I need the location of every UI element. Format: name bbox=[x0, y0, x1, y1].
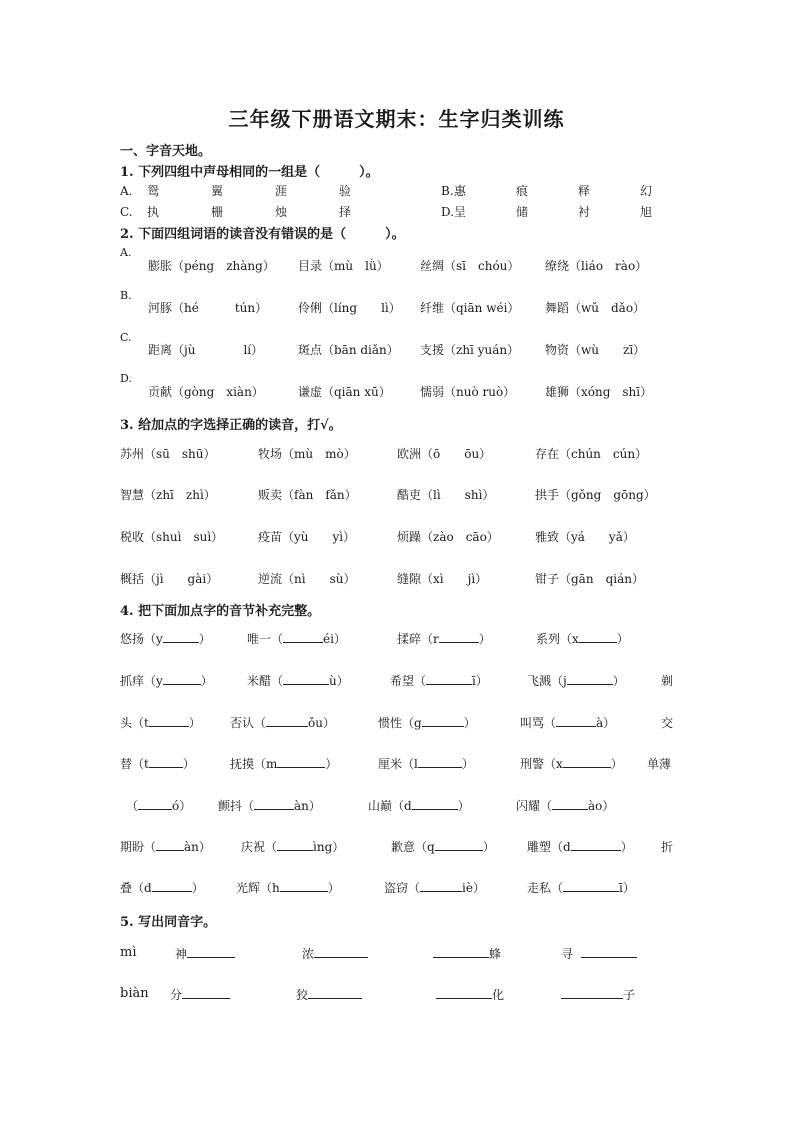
q4-item: 光辉（h ） bbox=[236, 881, 340, 895]
answer-blank[interactable] bbox=[426, 672, 472, 685]
q2-label-c: C. bbox=[120, 331, 132, 344]
q4-item: 雕塑（d ） bbox=[527, 840, 633, 854]
answer-blank[interactable] bbox=[149, 755, 183, 768]
q5-item: 神 bbox=[175, 945, 235, 962]
q4-item: 抚摸（m ） bbox=[230, 757, 338, 771]
answer-blank[interactable] bbox=[563, 879, 619, 892]
q4-item: 厘米（l ） bbox=[378, 757, 474, 771]
answer-blank[interactable] bbox=[163, 630, 199, 643]
q5-item: 狡 bbox=[296, 986, 362, 1003]
q4-item: 歉意（q ） bbox=[391, 840, 495, 854]
answer-blank[interactable] bbox=[436, 986, 492, 999]
answer-blank[interactable] bbox=[422, 714, 464, 727]
q2-row-b: 河豚（hé tún） 伶俐（líng lì） 纤维（qiān wéi） 舞蹈（wǔ dǎo） bbox=[148, 301, 646, 315]
q5-item: 蜂 bbox=[433, 945, 501, 962]
answer-blank[interactable] bbox=[556, 714, 596, 727]
q4-item: 希望（ ī） bbox=[390, 674, 488, 688]
q4-item: 悠扬（y ） bbox=[120, 632, 211, 646]
q2-label-a: A. bbox=[120, 246, 132, 259]
q4-item: 头（t ） bbox=[120, 716, 201, 730]
question-5: 5. 写出同音字。 bbox=[120, 915, 217, 930]
q5-pinyin-2: biàn bbox=[120, 986, 149, 1001]
answer-blank[interactable] bbox=[561, 986, 623, 999]
q1-option-b: B.惠 痕 释 幻 bbox=[441, 184, 653, 198]
answer-blank[interactable] bbox=[277, 755, 325, 768]
answer-blank[interactable] bbox=[433, 945, 489, 958]
q4-item: 唯一（ éi） bbox=[247, 632, 346, 646]
q3-row-2: 智慧（zhī zhì） 贩卖（fàn fǎn） 酷吏（lì shì） 拱手（gǒng gōng） bbox=[120, 488, 656, 502]
q4-item: 盗窃（ iè） bbox=[384, 881, 485, 895]
question-1: 1. 下列四组中声母相同的一组是（ ）。 bbox=[120, 165, 379, 180]
q5-item: 寻 bbox=[561, 945, 637, 962]
q4-wrap-char: 折 bbox=[661, 840, 674, 854]
q3-row-1: 苏州（sū shū） 牧场（mù mò） 欧洲（ō ōu） 存在（chún cún） bbox=[120, 447, 648, 461]
q4-item: 否认（ ǒu） bbox=[230, 716, 335, 730]
answer-blank[interactable] bbox=[412, 797, 458, 810]
q4-item: 替（t ） bbox=[120, 757, 195, 771]
q4-item: 颤抖（ àn） bbox=[218, 799, 321, 813]
answer-blank[interactable] bbox=[163, 672, 201, 685]
answer-blank[interactable] bbox=[283, 630, 323, 643]
section-heading: 一、字音天地。 bbox=[120, 144, 212, 159]
page-title: 三年级下册语文期末：生字归类训练 bbox=[228, 107, 565, 131]
answer-blank[interactable] bbox=[308, 986, 362, 999]
q4-item: 抓痒（y ） bbox=[120, 674, 213, 688]
q4-wrap-char: 交 bbox=[661, 716, 674, 730]
q2-row-a: 膨胀（péng zhàng） 目录（mù lǜ） 丝绸（sī chóu） 缭绕（liáo rào） bbox=[148, 259, 648, 273]
q4-item: 闪耀（ ào） bbox=[516, 799, 615, 813]
answer-blank[interactable] bbox=[156, 838, 184, 851]
q4-item: 惯性（g ） bbox=[378, 716, 476, 730]
answer-blank[interactable] bbox=[579, 630, 617, 643]
answer-blank[interactable] bbox=[266, 714, 308, 727]
q1-option-c: C. 执 栅 烛 择 bbox=[120, 205, 352, 219]
q5-item: 子 bbox=[561, 986, 635, 1003]
answer-blank[interactable] bbox=[581, 945, 637, 958]
answer-blank[interactable] bbox=[563, 755, 611, 768]
q4-item: 飞溅（j ） bbox=[527, 674, 625, 688]
answer-blank[interactable] bbox=[187, 945, 235, 958]
question-3: 3. 给加点的字选择正确的读音，打√。 bbox=[120, 418, 342, 433]
answer-blank[interactable] bbox=[418, 755, 462, 768]
q4-item: 叫骂（ à） bbox=[520, 716, 616, 730]
answer-blank[interactable] bbox=[420, 879, 462, 892]
q4-wrap-word: 单薄 bbox=[647, 757, 672, 771]
q1-option-a: A. 鸳 翼 涯 验 bbox=[120, 184, 352, 198]
question-2: 2. 下面四组词语的读音没有错误的是（ ）。 bbox=[120, 227, 405, 242]
q3-row-3: 税收（shuì suì） 疫苗（yù yì） 烦躁（zào cāo） 雅致（yá yǎ） bbox=[120, 530, 635, 544]
q2-label-d: D. bbox=[120, 372, 132, 385]
answer-blank[interactable] bbox=[571, 838, 621, 851]
answer-blank[interactable] bbox=[552, 797, 588, 810]
q2-row-d: 贡献（gòng xiàn） 谦虚（qiān xū） 懦弱（nuò ruò） 雄狮（xóng shī） bbox=[148, 385, 653, 399]
answer-blank[interactable] bbox=[435, 838, 483, 851]
question-4: 4. 把下面加点字的音节补充完整。 bbox=[120, 604, 321, 619]
q1-option-d: D.呈 储 衬 旭 bbox=[441, 205, 653, 219]
q4-item: 刑警（x ） bbox=[520, 757, 623, 771]
q4-item: 山巅（d ） bbox=[368, 799, 470, 813]
q4-item: 庆祝（ ìng） bbox=[241, 840, 345, 854]
q4-item: 米醋（ ù） bbox=[247, 674, 349, 688]
q4-item: 系列（x ） bbox=[536, 632, 629, 646]
answer-blank[interactable] bbox=[277, 838, 313, 851]
q4-item: 期盼（ àn） bbox=[120, 840, 211, 854]
q4-item: 叠（d ） bbox=[120, 881, 204, 895]
q2-row-c: 距离（jù lí） 斑点（bān diǎn） 支援（zhī yuán） 物资（wù zī） bbox=[148, 343, 646, 357]
answer-blank[interactable] bbox=[439, 630, 479, 643]
answer-blank[interactable] bbox=[280, 879, 328, 892]
answer-blank[interactable] bbox=[152, 879, 192, 892]
answer-blank[interactable] bbox=[283, 672, 329, 685]
q5-item: 化 bbox=[436, 986, 504, 1003]
q5-pinyin-1: mì bbox=[120, 945, 137, 960]
q2-label-b: B. bbox=[120, 289, 132, 302]
q5-item: 分 bbox=[170, 986, 230, 1003]
answer-blank[interactable] bbox=[567, 672, 613, 685]
answer-blank[interactable] bbox=[138, 797, 172, 810]
answer-blank[interactable] bbox=[182, 986, 230, 999]
q3-row-4: 概括（jì gài） 逆流（nì sù） 缝隙（xì jì） 钳子（gān qián） bbox=[120, 572, 644, 586]
q4-item: 走私（ ī） bbox=[527, 881, 635, 895]
answer-blank[interactable] bbox=[314, 945, 368, 958]
answer-blank[interactable] bbox=[149, 714, 189, 727]
q4-wrap-char: 剃 bbox=[661, 674, 674, 688]
q5-item: 浓 bbox=[302, 945, 368, 962]
q4-item: 揉碎（r ） bbox=[397, 632, 491, 646]
q4-item: （ ó） bbox=[126, 799, 192, 813]
answer-blank[interactable] bbox=[254, 797, 294, 810]
